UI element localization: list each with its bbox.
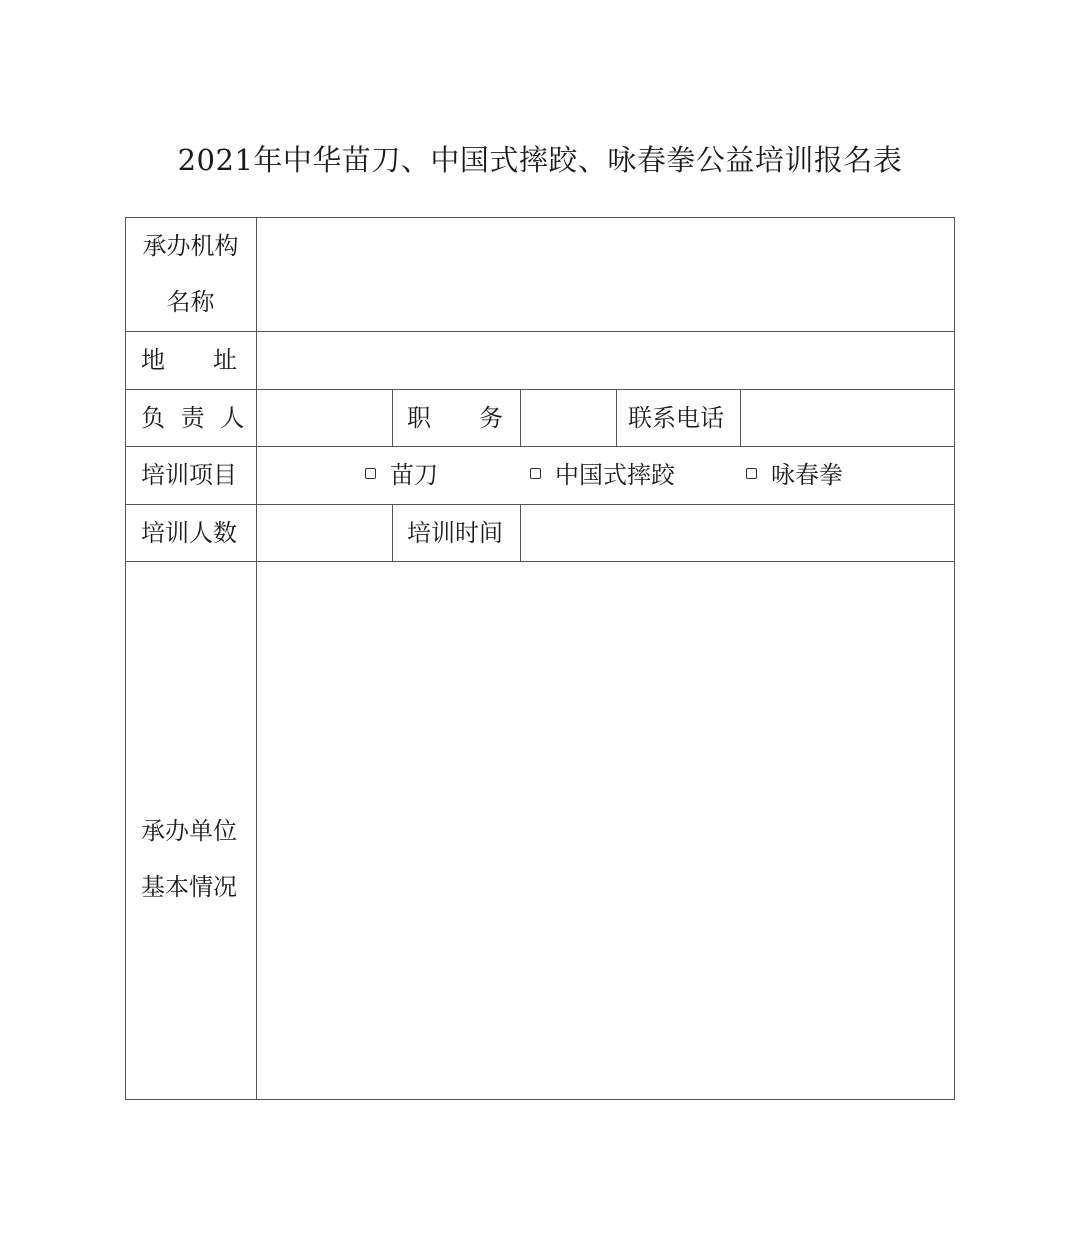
column-divider (392, 504, 393, 562)
row-divider (125, 561, 955, 562)
project-option-shuaijiao[interactable] (530, 446, 675, 504)
time-label: 培训时间 (407, 519, 503, 547)
project-option-label: 中国式摔跤 (555, 461, 675, 489)
address-label: 地 址 (141, 346, 237, 374)
column-divider (256, 217, 257, 1100)
project-option-label: 苗刀 (390, 461, 438, 489)
checkbox-icon[interactable] (530, 468, 541, 479)
position-field[interactable] (522, 391, 615, 445)
phone-field[interactable] (742, 391, 953, 445)
checkbox-icon[interactable] (365, 468, 376, 479)
org-name-label-line2: 名称 (166, 288, 215, 316)
column-divider (740, 389, 741, 447)
project-label: 培训项目 (141, 461, 237, 489)
info-field[interactable] (258, 563, 953, 1098)
org-name-field[interactable] (258, 219, 953, 330)
column-divider (616, 389, 617, 447)
leader-field[interactable] (258, 391, 391, 445)
column-divider (520, 389, 521, 447)
count-label: 培训人数 (141, 519, 237, 547)
column-divider (520, 504, 521, 562)
phone-label: 联系电话 (628, 404, 724, 432)
row-divider (125, 504, 955, 505)
info-label-line1: 承办单位 (141, 817, 237, 845)
page-title: 2021年中华苗刀、中国式摔跤、咏春拳公益培训报名表 (177, 143, 903, 177)
position-label: 职 务 (407, 404, 503, 432)
row-divider (125, 389, 955, 390)
count-field[interactable] (258, 506, 391, 560)
info-label-line2: 基本情况 (141, 873, 237, 901)
project-option-yongchun[interactable] (746, 446, 843, 504)
time-field[interactable] (522, 506, 953, 560)
column-divider (392, 389, 393, 447)
org-name-label-line1: 承办机构 (142, 232, 239, 260)
checkbox-icon[interactable] (746, 468, 757, 479)
project-option-miaodao[interactable] (365, 446, 438, 504)
row-divider (125, 331, 955, 332)
project-option-label: 咏春拳 (771, 461, 843, 489)
leader-label: 负 责 人 (141, 404, 249, 432)
address-field[interactable] (258, 333, 953, 388)
